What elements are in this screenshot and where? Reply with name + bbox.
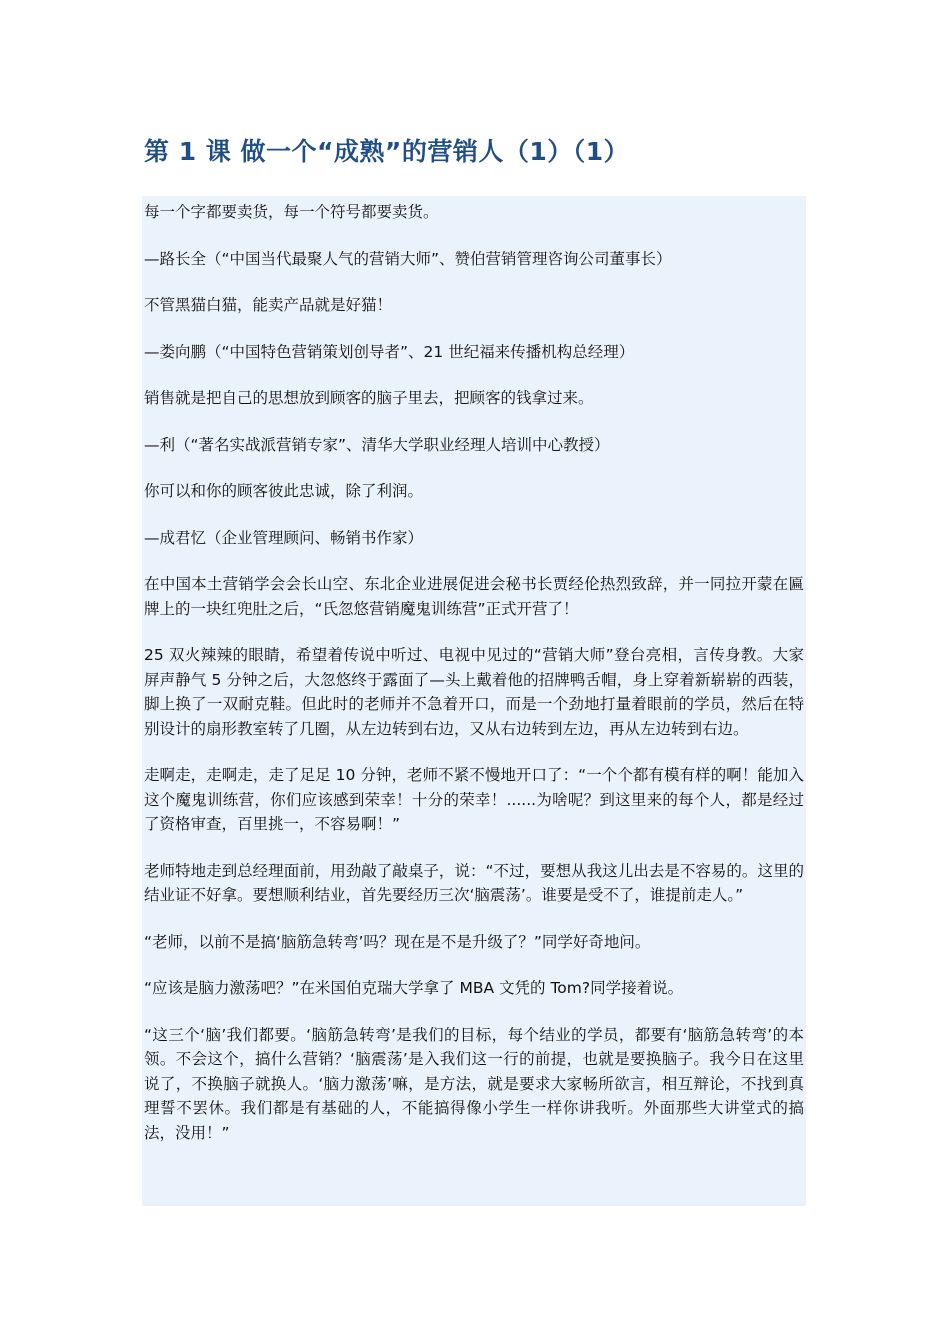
page-title: 第 1 课 做一个“成熟”的营销人（1）（1） — [144, 137, 630, 166]
quote-1-attribution: —路长全（“中国当代最聚人气的营销大师”、赞伯营销管理咨询公司董事长） — [144, 249, 672, 268]
body-paragraph: “这三个‘脑’我们都要。‘脑筋急转弯’是我们的目标，每个结业的学员，都要有‘脑筋急转弯’的本领。不会这个，搞什么营销？‘脑震荡’是入我们这一行的前提，也就是要换脑子。我今日在这里说了，不换脑子就换人。‘脑力激荡’嘛，是方法，就是要求大家畅所欲言，相互辩论，不找到真理誓不罢休。我们都是有基础的人，不能搞得像小学生一样你讲我听。外面那些大讲堂式的搞法，没用！” — [144, 1025, 804, 1142]
body-paragraph: 老师特地走到总经理面前，用劲敲了敲桌子，说：“不过，要想从我这儿出去是不容易的。这里的结业证不好拿。要想顺利结业，首先要经历三次‘脑震荡’。谁要是受不了，谁提前走人。” — [144, 861, 804, 904]
quote-3-attribution: —利（“著名实战派营销专家”、清华大学职业经理人培训中心教授） — [144, 435, 610, 454]
quote-2: 不管黑猫白猫，能卖产品就是好猫！ — [144, 296, 393, 314]
body-paragraph: “应该是脑力激荡吧？”在米国伯克瑞大学拿了 MBA 文凭的 Tom?同学接着说。 — [144, 979, 684, 997]
quote-3: 销售就是把自己的思想放到顾客的脑子里去，把顾客的钱拿过来。 — [144, 389, 594, 407]
body-paragraph: 在中国本土营销学会会长山空、东北企业进展促进会秘书长贾经伦热烈致辞，并一同拉开蒙在匾牌上的一块红兜肚之后，“氏忽悠营销魔鬼训练营”正式开营了！ — [144, 575, 804, 618]
quote-4-attribution: —成君忆（企业管理顾问、畅销书作家） — [144, 528, 424, 547]
body-paragraph: 25 双火辣辣的眼睛，希望着传说中听过、电视中见过的“营销大师”登台亮相，言传身教。大家屏声静气 5 分钟之后，大忽悠终于露面了—头上戴着他的招牌鸭舌帽，身上穿着新崭崭的西装，脚上换了一双耐克鞋。但此时的老师并不急着开口，而是一个劲地打量着眼前的学员，然后在特别设计的扇形教室转了几圈，从左边转到右边，又从右边转到左边，再从左边转到右边。 — [144, 646, 804, 738]
quote-4: 你可以和你的顾客彼此忠诚，除了利润。 — [144, 482, 424, 500]
body-paragraph: “老师，以前不是搞‘脑筋急转弯’吗？现在是不是升级了？”同学好奇地问。 — [144, 932, 651, 951]
quote-2-attribution: —娄向鹏（“中国特色营销策划创导者”、21 世纪福来传播机构总经理） — [144, 342, 635, 361]
body-paragraph: 走啊走，走啊走，走了足足 10 分钟，老师不紧不慢地开口了：“一个个都有模有样的啊！能加入这个魔鬼训练营，你们应该感到荣幸！十分的荣幸！......为啥呢？到这里来的每个人，都是经过了资格审查，百里挑一，不容易啊！” — [144, 766, 804, 833]
content-block — [142, 196, 806, 1206]
quote-1: 每一个字都要卖货，每一个符号都要卖货。 — [144, 203, 439, 221]
